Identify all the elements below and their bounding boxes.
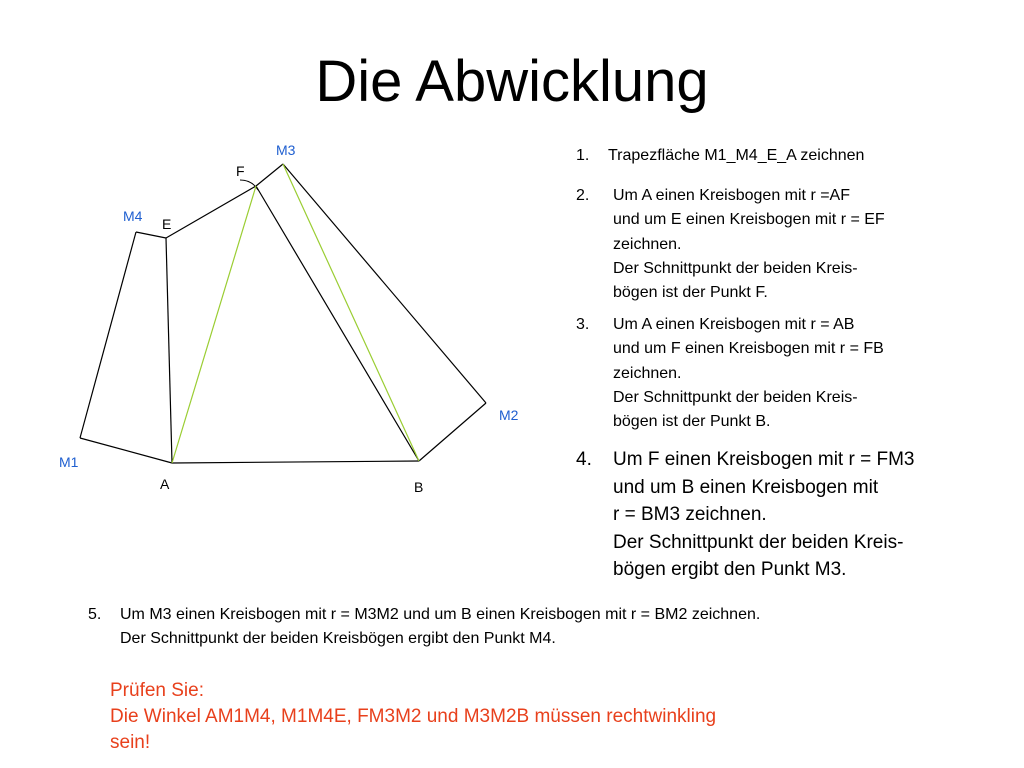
check-line: sein!	[110, 732, 151, 753]
step-number: 1.	[576, 147, 590, 164]
check-line: Prüfen Sie:	[110, 680, 204, 701]
edge-a-b	[172, 461, 419, 463]
label-b: B	[414, 479, 424, 495]
step-line: und um E einen Kreisbogen mit r = EF	[613, 211, 885, 229]
label-e: E	[162, 216, 172, 232]
label-a: A	[160, 476, 170, 492]
step-number: 4.	[576, 449, 592, 470]
step-number: 3.	[576, 316, 590, 333]
step-number: 5.	[88, 606, 102, 623]
step-line: bögen ist der Punkt F.	[613, 284, 768, 302]
step-line: und um F einen Kreisbogen mit r = FB	[613, 340, 884, 358]
step-line: Der Schnittpunkt der beiden Kreis-	[613, 531, 904, 553]
edge-m1-a	[80, 438, 172, 463]
step-line: Der Schnittpunkt der beiden Kreis-	[613, 259, 858, 277]
step-line: zeichnen.	[613, 364, 682, 382]
edge-f-m3	[256, 164, 283, 186]
edge-m4-e	[136, 232, 166, 238]
diagonal-m3-b	[283, 164, 419, 461]
edge-m1-m4	[80, 232, 136, 438]
step-line: Um F einen Kreisbogen mit r = FM3	[613, 449, 915, 470]
step-number: 2.	[576, 187, 590, 204]
edge-m2-b	[419, 403, 486, 461]
check-note	[110, 678, 870, 756]
step-line: Um M3 einen Kreisbogen mit r = M3M2 und um B einen Kreisbogen mit r = BM2 zeichnen.	[120, 606, 761, 623]
edge-e-a	[166, 238, 172, 463]
label-f: F	[236, 163, 245, 179]
step-line: bögen ergibt den Punkt M3.	[613, 559, 847, 580]
check-line: Die Winkel AM1M4, M1M4E, FM3M2 und M3M2B müssen rechtwinkling	[110, 706, 717, 727]
step-line: und um B einen Kreisbogen mit	[613, 476, 879, 498]
step-line: Um A einen Kreisbogen mit r = AB	[613, 316, 855, 333]
step-line: Trapezfläche M1_M4_E_A zeichnen	[608, 147, 865, 164]
label-m2: M2	[499, 407, 519, 423]
step-line: bögen ist der Punkt B.	[613, 413, 771, 431]
step-line: Der Schnittpunkt der beiden Kreis-	[613, 388, 858, 406]
label-m3: M3	[276, 142, 296, 158]
step-line: Um A einen Kreisbogen mit r =AF	[613, 187, 850, 204]
page-title: Die Abwicklung	[315, 49, 709, 114]
label-m4: M4	[123, 208, 143, 224]
label-m1: M1	[59, 454, 79, 470]
step-line: r = BM3 zeichnen.	[613, 504, 767, 525]
step-line: Der Schnittpunkt der beiden Kreisbögen ergibt den Punkt M4.	[120, 630, 556, 647]
step-line: zeichnen.	[613, 235, 682, 253]
